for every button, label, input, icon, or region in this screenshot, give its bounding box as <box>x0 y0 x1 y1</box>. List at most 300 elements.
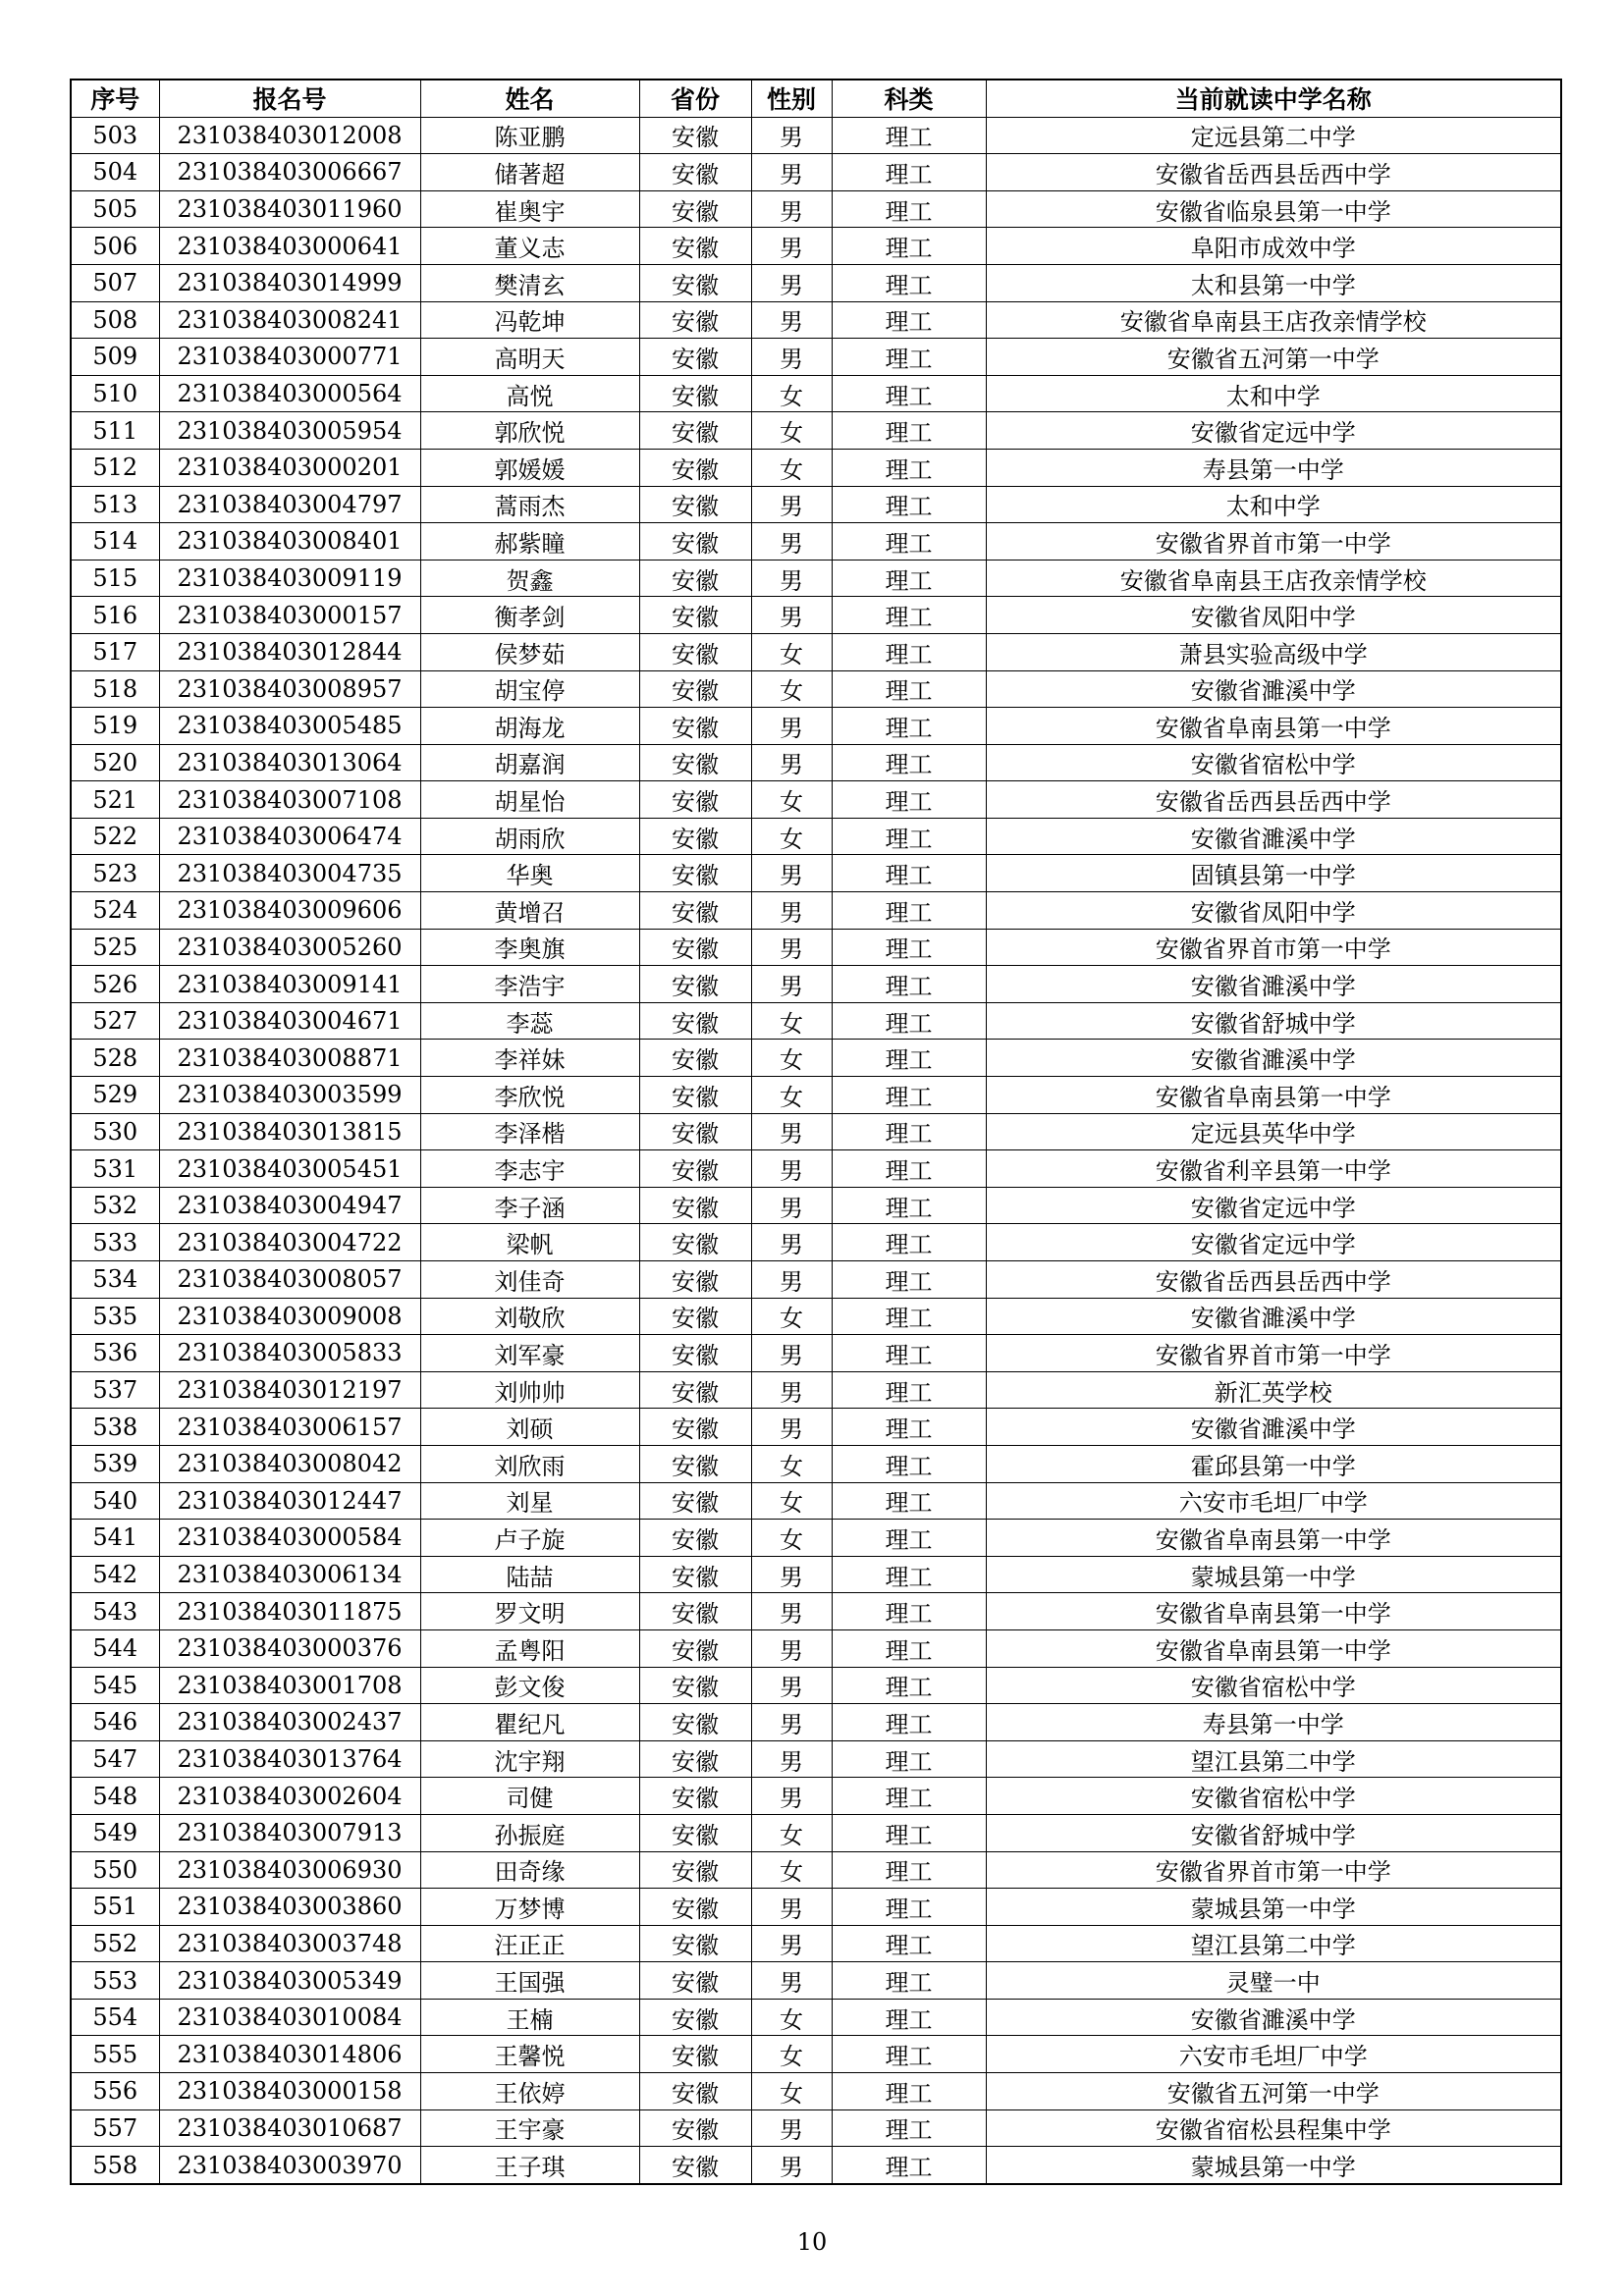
cell-province: 安徽 <box>639 781 751 819</box>
table-row <box>71 2036 1561 2073</box>
cell-registration-number: 231038403000376 <box>159 1629 420 1667</box>
cell-province: 安徽 <box>639 412 751 450</box>
cell-serial-number: 540 <box>71 1482 159 1520</box>
cell-name: 彭文俊 <box>420 1667 639 1704</box>
cell-province: 安徽 <box>639 190 751 228</box>
cell-school-name: 安徽省宿松县程集中学 <box>986 2109 1561 2147</box>
cell-serial-number: 554 <box>71 1999 159 2036</box>
cell-gender: 男 <box>751 1593 832 1630</box>
table-row <box>71 1150 1561 1188</box>
header-name: 姓名 <box>420 80 639 117</box>
table-row <box>71 2147 1561 2184</box>
cell-name: 郭媛媛 <box>420 449 639 486</box>
cell-registration-number: 231038403007913 <box>159 1814 420 1851</box>
cell-school-name: 安徽省濉溪中学 <box>986 1040 1561 1077</box>
cell-gender: 男 <box>751 1556 832 1593</box>
cell-gender: 男 <box>751 190 832 228</box>
cell-gender: 女 <box>751 1002 832 1040</box>
cell-serial-number: 526 <box>71 966 159 1003</box>
roster-table <box>70 79 1562 2185</box>
cell-subject-category: 理工 <box>832 1704 986 1741</box>
cell-subject-category: 理工 <box>832 708 986 745</box>
cell-school-name: 安徽省宿松中学 <box>986 1778 1561 1815</box>
cell-registration-number: 231038403006474 <box>159 818 420 855</box>
cell-province: 安徽 <box>639 818 751 855</box>
cell-subject-category: 理工 <box>832 1556 986 1593</box>
cell-serial-number: 512 <box>71 449 159 486</box>
table-row <box>71 1629 1561 1667</box>
cell-serial-number: 524 <box>71 892 159 930</box>
cell-registration-number: 231038403004797 <box>159 486 420 523</box>
cell-subject-category: 理工 <box>832 1999 986 2036</box>
cell-subject-category: 理工 <box>832 597 986 634</box>
cell-province: 安徽 <box>639 1187 751 1224</box>
cell-school-name: 安徽省定远中学 <box>986 1224 1561 1261</box>
page-number: 10 <box>796 2228 828 2256</box>
cell-gender: 女 <box>751 1520 832 1557</box>
table-row <box>71 412 1561 450</box>
cell-school-name: 固镇县第一中学 <box>986 855 1561 892</box>
cell-subject-category: 理工 <box>832 855 986 892</box>
cell-school-name: 安徽省阜南县第一中学 <box>986 1629 1561 1667</box>
cell-name: 胡嘉润 <box>420 744 639 781</box>
cell-gender: 男 <box>751 560 832 597</box>
cell-province: 安徽 <box>639 2109 751 2147</box>
cell-name: 胡海龙 <box>420 708 639 745</box>
cell-gender: 男 <box>751 1889 832 1926</box>
table-row <box>71 1667 1561 1704</box>
cell-serial-number: 534 <box>71 1261 159 1299</box>
cell-registration-number: 231038403011960 <box>159 190 420 228</box>
cell-registration-number: 231038403008401 <box>159 523 420 561</box>
cell-subject-category: 理工 <box>832 412 986 450</box>
cell-province: 安徽 <box>639 892 751 930</box>
cell-name: 刘敬欣 <box>420 1298 639 1335</box>
cell-subject-category: 理工 <box>832 375 986 412</box>
cell-school-name: 寿县第一中学 <box>986 449 1561 486</box>
cell-registration-number: 231038403009008 <box>159 1298 420 1335</box>
cell-subject-category: 理工 <box>832 1298 986 1335</box>
cell-subject-category: 理工 <box>832 2109 986 2147</box>
cell-school-name: 安徽省阜南县第一中学 <box>986 1593 1561 1630</box>
header-registration-number: 报名号 <box>159 80 420 117</box>
table-row <box>71 449 1561 486</box>
cell-subject-category: 理工 <box>832 264 986 301</box>
cell-province: 安徽 <box>639 1962 751 2000</box>
cell-gender: 男 <box>751 1962 832 2000</box>
cell-school-name: 安徽省凤阳中学 <box>986 892 1561 930</box>
cell-serial-number: 523 <box>71 855 159 892</box>
table-row <box>71 190 1561 228</box>
cell-serial-number: 522 <box>71 818 159 855</box>
cell-subject-category: 理工 <box>832 1925 986 1962</box>
cell-name: 樊清玄 <box>420 264 639 301</box>
cell-subject-category: 理工 <box>832 523 986 561</box>
cell-subject-category: 理工 <box>832 1593 986 1630</box>
cell-subject-category: 理工 <box>832 560 986 597</box>
cell-subject-category: 理工 <box>832 2147 986 2184</box>
cell-gender: 男 <box>751 117 832 154</box>
cell-province: 安徽 <box>639 633 751 670</box>
cell-name: 陆喆 <box>420 1556 639 1593</box>
cell-gender: 女 <box>751 1445 832 1482</box>
cell-serial-number: 549 <box>71 1814 159 1851</box>
cell-province: 安徽 <box>639 1409 751 1446</box>
cell-registration-number: 231038403014806 <box>159 2036 420 2073</box>
cell-school-name: 安徽省阜南县第一中学 <box>986 1077 1561 1114</box>
table-row <box>71 264 1561 301</box>
cell-serial-number: 532 <box>71 1187 159 1224</box>
cell-serial-number: 544 <box>71 1629 159 1667</box>
cell-subject-category: 理工 <box>832 117 986 154</box>
table-row <box>71 966 1561 1003</box>
table-row <box>71 855 1561 892</box>
cell-school-name: 安徽省界首市第一中学 <box>986 1335 1561 1372</box>
cell-name: 王楠 <box>420 1999 639 2036</box>
cell-province: 安徽 <box>639 228 751 265</box>
cell-serial-number: 515 <box>71 560 159 597</box>
cell-subject-category: 理工 <box>832 1224 986 1261</box>
table-row <box>71 1113 1561 1150</box>
cell-school-name: 安徽省临泉县第一中学 <box>986 190 1561 228</box>
table-row <box>71 1002 1561 1040</box>
cell-registration-number: 231038403005833 <box>159 1335 420 1372</box>
cell-name: 汪正正 <box>420 1925 639 1962</box>
cell-name: 李志宇 <box>420 1150 639 1188</box>
table-row <box>71 1335 1561 1372</box>
cell-serial-number: 521 <box>71 781 159 819</box>
cell-serial-number: 531 <box>71 1150 159 1188</box>
table-row <box>71 1814 1561 1851</box>
cell-registration-number: 231038403000201 <box>159 449 420 486</box>
cell-gender: 男 <box>751 892 832 930</box>
cell-registration-number: 231038403003970 <box>159 2147 420 2184</box>
table-row <box>71 1999 1561 2036</box>
cell-serial-number: 539 <box>71 1445 159 1482</box>
cell-name: 刘欣雨 <box>420 1445 639 1482</box>
cell-registration-number: 231038403008957 <box>159 670 420 708</box>
cell-school-name: 太和中学 <box>986 375 1561 412</box>
cell-province: 安徽 <box>639 2036 751 2073</box>
cell-registration-number: 231038403002604 <box>159 1778 420 1815</box>
cell-registration-number: 231038403006930 <box>159 1851 420 1889</box>
cell-school-name: 安徽省五河第一中学 <box>986 339 1561 376</box>
cell-gender: 男 <box>751 1925 832 1962</box>
cell-province: 安徽 <box>639 375 751 412</box>
cell-gender: 男 <box>751 708 832 745</box>
cell-province: 安徽 <box>639 1371 751 1409</box>
cell-subject-category: 理工 <box>832 228 986 265</box>
table-row <box>71 892 1561 930</box>
cell-registration-number: 231038403007108 <box>159 781 420 819</box>
cell-province: 安徽 <box>639 929 751 966</box>
cell-serial-number: 507 <box>71 264 159 301</box>
cell-province: 安徽 <box>639 1740 751 1778</box>
cell-subject-category: 理工 <box>832 818 986 855</box>
cell-name: 郭欣悦 <box>420 412 639 450</box>
cell-gender: 男 <box>751 1778 832 1815</box>
cell-gender: 女 <box>751 2036 832 2073</box>
cell-school-name: 蒙城县第一中学 <box>986 1556 1561 1593</box>
cell-registration-number: 231038403010687 <box>159 2109 420 2147</box>
cell-name: 胡宝停 <box>420 670 639 708</box>
cell-serial-number: 508 <box>71 301 159 339</box>
cell-serial-number: 510 <box>71 375 159 412</box>
header-school-name: 当前就读中学名称 <box>986 80 1561 117</box>
cell-subject-category: 理工 <box>832 301 986 339</box>
cell-province: 安徽 <box>639 1520 751 1557</box>
cell-subject-category: 理工 <box>832 1113 986 1150</box>
cell-gender: 女 <box>751 1814 832 1851</box>
cell-registration-number: 231038403006667 <box>159 154 420 191</box>
cell-gender: 男 <box>751 1150 832 1188</box>
cell-serial-number: 551 <box>71 1889 159 1926</box>
cell-school-name: 安徽省阜南县第一中学 <box>986 708 1561 745</box>
cell-province: 安徽 <box>639 301 751 339</box>
cell-serial-number: 548 <box>71 1778 159 1815</box>
cell-serial-number: 519 <box>71 708 159 745</box>
cell-province: 安徽 <box>639 1335 751 1372</box>
cell-serial-number: 530 <box>71 1113 159 1150</box>
table-row <box>71 117 1561 154</box>
cell-serial-number: 553 <box>71 1962 159 2000</box>
cell-school-name: 安徽省濉溪中学 <box>986 1298 1561 1335</box>
cell-serial-number: 506 <box>71 228 159 265</box>
cell-registration-number: 231038403008871 <box>159 1040 420 1077</box>
cell-serial-number: 536 <box>71 1335 159 1372</box>
cell-subject-category: 理工 <box>832 1077 986 1114</box>
cell-province: 安徽 <box>639 597 751 634</box>
cell-name: 刘帅帅 <box>420 1371 639 1409</box>
cell-province: 安徽 <box>639 1445 751 1482</box>
cell-registration-number: 231038403009119 <box>159 560 420 597</box>
table-row <box>71 1925 1561 1962</box>
cell-name: 李奥旗 <box>420 929 639 966</box>
cell-registration-number: 231038403013764 <box>159 1740 420 1778</box>
cell-province: 安徽 <box>639 1298 751 1335</box>
cell-registration-number: 231038403012197 <box>159 1371 420 1409</box>
cell-school-name: 安徽省濉溪中学 <box>986 818 1561 855</box>
cell-name: 胡雨欣 <box>420 818 639 855</box>
cell-school-name: 望江县第二中学 <box>986 1925 1561 1962</box>
table-row <box>71 1409 1561 1446</box>
cell-registration-number: 231038403010084 <box>159 1999 420 2036</box>
cell-registration-number: 231038403003748 <box>159 1925 420 1962</box>
cell-province: 安徽 <box>639 1593 751 1630</box>
cell-name: 万梦博 <box>420 1889 639 1926</box>
cell-school-name: 太和中学 <box>986 486 1561 523</box>
cell-gender: 男 <box>751 744 832 781</box>
cell-school-name: 安徽省定远中学 <box>986 412 1561 450</box>
cell-subject-category: 理工 <box>832 486 986 523</box>
cell-registration-number: 231038403005260 <box>159 929 420 966</box>
cell-gender: 男 <box>751 1113 832 1150</box>
cell-serial-number: 520 <box>71 744 159 781</box>
table-row <box>71 523 1561 561</box>
cell-school-name: 蒙城县第一中学 <box>986 1889 1561 1926</box>
cell-registration-number: 231038403004735 <box>159 855 420 892</box>
table-row <box>71 1371 1561 1409</box>
cell-subject-category: 理工 <box>832 929 986 966</box>
cell-registration-number: 231038403008057 <box>159 1261 420 1299</box>
cell-name: 贺鑫 <box>420 560 639 597</box>
cell-name: 胡星怡 <box>420 781 639 819</box>
cell-serial-number: 517 <box>71 633 159 670</box>
cell-serial-number: 541 <box>71 1520 159 1557</box>
cell-school-name: 安徽省宿松中学 <box>986 1667 1561 1704</box>
header-serial-number: 序号 <box>71 80 159 117</box>
cell-registration-number: 231038403005451 <box>159 1150 420 1188</box>
cell-subject-category: 理工 <box>832 1002 986 1040</box>
cell-subject-category: 理工 <box>832 2073 986 2110</box>
cell-gender: 男 <box>751 1409 832 1446</box>
cell-registration-number: 231038403003860 <box>159 1889 420 1926</box>
cell-school-name: 安徽省岳西县岳西中学 <box>986 1261 1561 1299</box>
cell-province: 安徽 <box>639 1925 751 1962</box>
cell-gender: 男 <box>751 1629 832 1667</box>
table-row <box>71 1962 1561 2000</box>
cell-subject-category: 理工 <box>832 1371 986 1409</box>
cell-province: 安徽 <box>639 523 751 561</box>
cell-gender: 男 <box>751 486 832 523</box>
cell-gender: 女 <box>751 375 832 412</box>
cell-name: 衡孝剑 <box>420 597 639 634</box>
cell-serial-number: 516 <box>71 597 159 634</box>
cell-subject-category: 理工 <box>832 1150 986 1188</box>
cell-name: 瞿纪凡 <box>420 1704 639 1741</box>
table-row <box>71 744 1561 781</box>
cell-name: 孟粤阳 <box>420 1629 639 1667</box>
table-row <box>71 1778 1561 1815</box>
cell-name: 高悦 <box>420 375 639 412</box>
header-subject-category: 科类 <box>832 80 986 117</box>
cell-school-name: 安徽省阜南县第一中学 <box>986 1520 1561 1557</box>
table-row <box>71 597 1561 634</box>
cell-name: 蒿雨杰 <box>420 486 639 523</box>
cell-name: 董义志 <box>420 228 639 265</box>
cell-serial-number: 547 <box>71 1740 159 1778</box>
cell-school-name: 安徽省界首市第一中学 <box>986 1851 1561 1889</box>
cell-subject-category: 理工 <box>832 1409 986 1446</box>
cell-school-name: 安徽省濉溪中学 <box>986 1999 1561 2036</box>
cell-name: 陈亚鹏 <box>420 117 639 154</box>
cell-name: 黄增召 <box>420 892 639 930</box>
cell-school-name: 安徽省濉溪中学 <box>986 1409 1561 1446</box>
cell-school-name: 寿县第一中学 <box>986 1704 1561 1741</box>
cell-name: 王国强 <box>420 1962 639 2000</box>
cell-registration-number: 231038403000771 <box>159 339 420 376</box>
table-row <box>71 301 1561 339</box>
cell-serial-number: 509 <box>71 339 159 376</box>
cell-registration-number: 231038403000564 <box>159 375 420 412</box>
cell-province: 安徽 <box>639 1261 751 1299</box>
cell-registration-number: 231038403004722 <box>159 1224 420 1261</box>
table-row <box>71 670 1561 708</box>
cell-province: 安徽 <box>639 1851 751 1889</box>
cell-subject-category: 理工 <box>832 1778 986 1815</box>
table-row <box>71 1889 1561 1926</box>
cell-school-name: 霍邱县第一中学 <box>986 1445 1561 1482</box>
table-row <box>71 560 1561 597</box>
cell-gender: 男 <box>751 1740 832 1778</box>
cell-gender: 女 <box>751 2073 832 2110</box>
table-row <box>71 1077 1561 1114</box>
cell-gender: 女 <box>751 781 832 819</box>
cell-registration-number: 231038403004947 <box>159 1187 420 1224</box>
cell-province: 安徽 <box>639 1667 751 1704</box>
cell-gender: 男 <box>751 1371 832 1409</box>
table-row <box>71 781 1561 819</box>
cell-name: 罗文明 <box>420 1593 639 1630</box>
table-row <box>71 154 1561 191</box>
table-row <box>71 818 1561 855</box>
cell-school-name: 蒙城县第一中学 <box>986 2147 1561 2184</box>
cell-subject-category: 理工 <box>832 1040 986 1077</box>
cell-serial-number: 533 <box>71 1224 159 1261</box>
cell-serial-number: 546 <box>71 1704 159 1741</box>
cell-gender: 女 <box>751 1077 832 1114</box>
cell-gender: 男 <box>751 1704 832 1741</box>
table-row <box>71 1851 1561 1889</box>
cell-gender: 女 <box>751 412 832 450</box>
cell-province: 安徽 <box>639 339 751 376</box>
cell-gender: 女 <box>751 449 832 486</box>
cell-name: 李欣悦 <box>420 1077 639 1114</box>
cell-school-name: 安徽省阜南县王店孜亲情学校 <box>986 301 1561 339</box>
cell-gender: 男 <box>751 929 832 966</box>
cell-school-name: 安徽省岳西县岳西中学 <box>986 154 1561 191</box>
cell-subject-category: 理工 <box>832 1482 986 1520</box>
cell-serial-number: 543 <box>71 1593 159 1630</box>
cell-gender: 男 <box>751 301 832 339</box>
cell-serial-number: 557 <box>71 2109 159 2147</box>
cell-name: 刘硕 <box>420 1409 639 1446</box>
cell-gender: 女 <box>751 633 832 670</box>
cell-serial-number: 537 <box>71 1371 159 1409</box>
cell-registration-number: 231038403000157 <box>159 597 420 634</box>
cell-name: 储著超 <box>420 154 639 191</box>
cell-serial-number: 556 <box>71 2073 159 2110</box>
cell-school-name: 萧县实验高级中学 <box>986 633 1561 670</box>
cell-serial-number: 545 <box>71 1667 159 1704</box>
cell-subject-category: 理工 <box>832 339 986 376</box>
cell-subject-category: 理工 <box>832 1851 986 1889</box>
header-gender: 性别 <box>751 80 832 117</box>
cell-subject-category: 理工 <box>832 1814 986 1851</box>
cell-subject-category: 理工 <box>832 154 986 191</box>
cell-province: 安徽 <box>639 1002 751 1040</box>
cell-province: 安徽 <box>639 486 751 523</box>
table-row <box>71 339 1561 376</box>
cell-subject-category: 理工 <box>832 744 986 781</box>
cell-school-name: 安徽省濉溪中学 <box>986 670 1561 708</box>
cell-subject-category: 理工 <box>832 1629 986 1667</box>
cell-name: 李祥妹 <box>420 1040 639 1077</box>
cell-registration-number: 231038403008241 <box>159 301 420 339</box>
cell-serial-number: 505 <box>71 190 159 228</box>
cell-province: 安徽 <box>639 2073 751 2110</box>
cell-name: 李浩宇 <box>420 966 639 1003</box>
cell-name: 崔奥宇 <box>420 190 639 228</box>
cell-school-name: 灵璧一中 <box>986 1962 1561 2000</box>
cell-registration-number: 231038403013815 <box>159 1113 420 1150</box>
cell-subject-category: 理工 <box>832 449 986 486</box>
cell-school-name: 安徽省宿松中学 <box>986 744 1561 781</box>
cell-province: 安徽 <box>639 117 751 154</box>
cell-serial-number: 528 <box>71 1040 159 1077</box>
cell-serial-number: 504 <box>71 154 159 191</box>
cell-province: 安徽 <box>639 1040 751 1077</box>
